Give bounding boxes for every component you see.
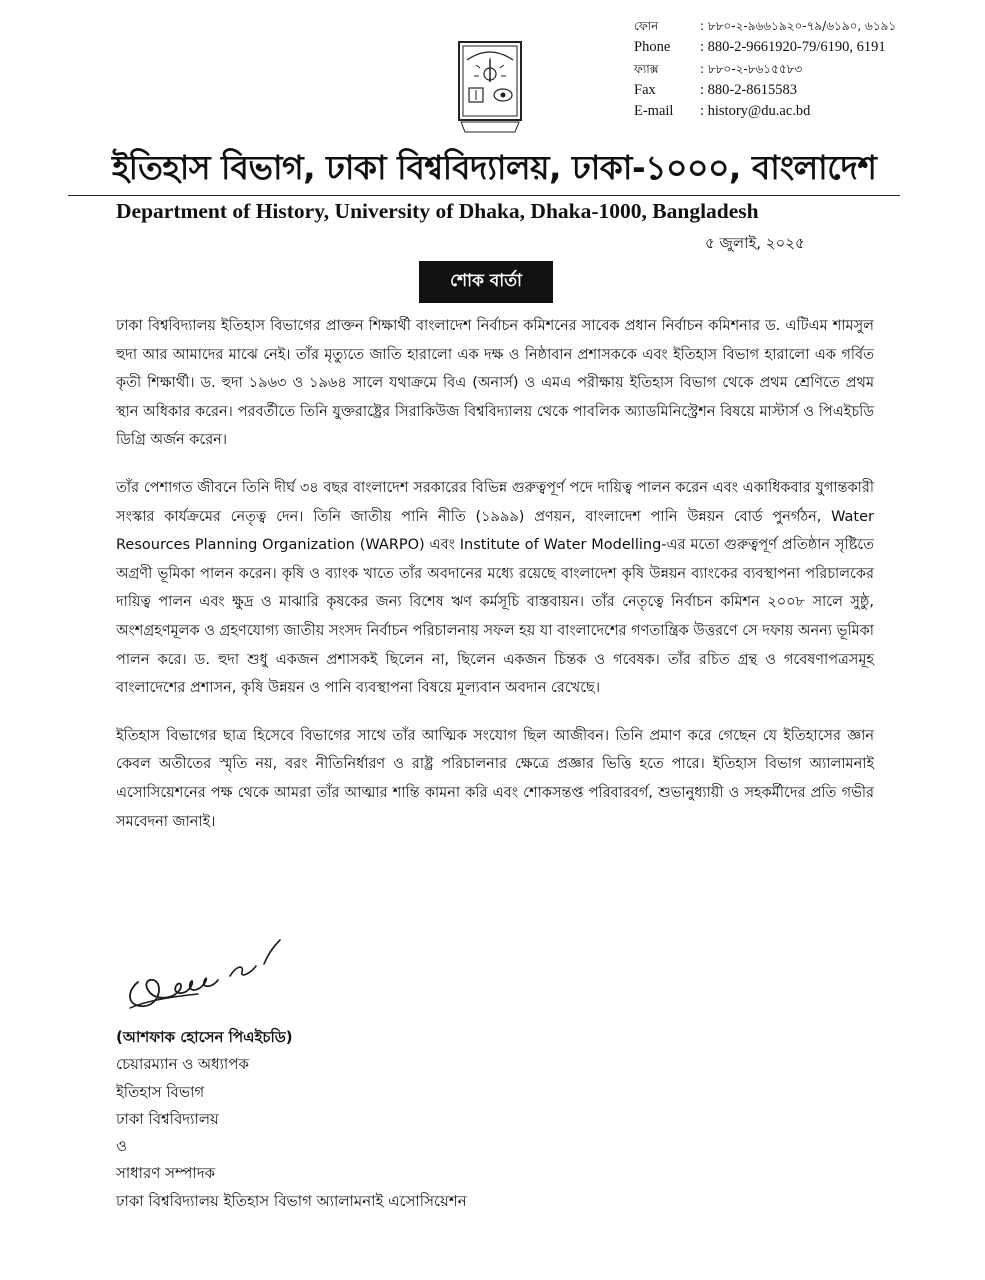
signatory-association: ঢাকা বিশ্ববিদ্যালয় ইতিহাস বিভাগ অ্যালামনাই এসোসিয়েশন (116, 1191, 467, 1210)
signatory-name: (আশফাক হোসেন পিএইচডি) (116, 1028, 293, 1046)
fax-en-value: : 880-2-8615583 (700, 81, 798, 98)
fax-en-label: Fax (634, 81, 656, 98)
contact-phone-bn (634, 16, 896, 37)
signatory-university: ঢাকা বিশ্ববিদ্যালয় (116, 1109, 219, 1128)
contact-email (634, 101, 896, 122)
signatory-conjunction: ও (116, 1137, 128, 1156)
fax-bn-label: ফ্যাক্স (634, 61, 659, 76)
header-divider (68, 195, 900, 196)
email-label: E-mail (634, 103, 674, 120)
phone-en-label: Phone (634, 39, 671, 56)
university-seal-icon (455, 38, 525, 136)
body-paragraph-3: ইতিহাস বিভাগের ছাত্র হিসেবে বিভাগের সাথে তাঁর আত্মিক সংযোগ ছিল আজীবন। তিনি প্রমাণ করে গেছেন যে ইতিহাসের জ্ঞান কেবল অতীতের স্মৃতি নয়, বরং নীতিনির্ধারণ ও রাষ্ট্র পরিচালনার ক্ষেত্রে প্রজ্ঞার ভিত্তি হতে পারে। ইতিহাস বিভাগ অ্যালামনাই এসোসিয়েশনের পক্ষ থেকে আমরা তাঁর আত্মার শান্তি কামনা করি এবং শোকসন্তপ্ত পরিবারবর্গ, শুভানুধ্যায়ী ও সহকর্মীদের প্রতি গভীর সমবেদনা জানাই। (116, 727, 874, 830)
signatory-block (116, 1024, 467, 1215)
condolence-heading (419, 261, 553, 303)
department-title-bangla: ইতিহাস বিভাগ, ঢাকা বিশ্ববিদ্যালয়, ঢাকা-১০০০, বাংলাদেশ (112, 148, 877, 187)
handwritten-signature (118, 930, 298, 1022)
phone-bn-label: ফোন (634, 19, 659, 33)
contact-fax-en (634, 80, 896, 101)
department-title-english: Department of History, University of Dhaka, Dhaka-1000, Bangladesh (116, 199, 759, 223)
fax-bn-value: : ৮৮০-২-৮৬১৫৫৮৩ (700, 61, 803, 76)
letter-body (116, 312, 874, 855)
phone-en-value: : 880-2-9661920-79/6190, 6191 (700, 39, 886, 56)
phone-bn-value: : ৮৮০-২-৯৬৬১৯২০-৭৯/৬১৯০, ৬১৯১ (700, 19, 897, 33)
contact-fax-bn (634, 59, 896, 80)
email-value[interactable]: : history@du.ac.bd (700, 103, 811, 120)
condolence-heading-text: শোক বার্তা (450, 271, 522, 291)
signatory-role2: সাধারণ সম্পাদক (116, 1164, 216, 1183)
contact-block (634, 16, 896, 122)
contact-phone-en (634, 37, 896, 58)
body-paragraph-2: তাঁর পেশাগত জীবনে তিনি দীর্ঘ ৩৪ বছর বাংলাদেশ সরকারের বিভিন্ন গুরুত্বপূর্ণ পদে দায়িত্ব পালন করেন এবং একাধিকবার যুগান্তকারী সংস্কার কার্যক্রমের নেতৃত্ব দেন। তিনি জাতীয় পানি নীতি (১৯৯৯) প্রণয়ন, বাংলাদেশ পানি উন্নয়ন বোর্ড পুনর্গঠন, Water Resources Planning Organization (WARPO) এবং Institute of Water Modelling-এর মতো গুরুত্বপূর্ণ প্রতিষ্ঠান সৃষ্টিতে অগ্রণী ভূমিকা পালন করেন। কৃষি ও ব্যাংক খাতে তাঁর অবদানের মধ্যে রয়েছে বাংলাদেশ কৃষি উন্নয়ন ব্যাংকের ব্যবস্থাপনা পরিচালকের দায়িত্ব পালন এবং ক্ষুদ্র ও মাঝারি কৃষকের জন্য বিশেষ ঋণ কর্মসূচি বাস্তবায়ন। তাঁর নেতৃত্বে নির্বাচন কমিশন ২০০৮ সালে সুষ্ঠু, অংশগ্রহণমূলক ও গ্রহণযোগ্য জাতীয় সংসদ নির্বাচন পরিচালনায় সফল হয় যা বাংলাদেশের গণতান্ত্রিক উত্তরণে সে দফায় অনন্য ভূমিকা পালন করে। ড. হুদা শুধু একজন প্রশাসকই ছিলেন না, ছিলেন একজন চিন্তক ও গবেষক। তাঁর রচিত গ্রন্থ ও গবেষণাপত্রসমূহ বাংলাদেশের প্রশাসন, কৃষি উন্নয়ন ও পানি ব্যবস্থাপনা বিষয়ে মূল্যবান অবদান রেখেছে। (116, 479, 874, 697)
letter-date: ৫ জুলাই, ২০২৫ (705, 234, 805, 252)
signatory-department: ইতিহাস বিভাগ (116, 1082, 205, 1101)
body-paragraph-1: ঢাকা বিশ্ববিদ্যালয় ইতিহাস বিভাগের প্রাক্তন শিক্ষার্থী বাংলাদেশ নির্বাচন কমিশনের সাবেক প্রধান নির্বাচন কমিশনার ড. এটিএম শামসুল হুদা আর আমাদের মাঝে নেই। তাঁর মৃত্যুতে জাতি হারালো এক দক্ষ ও নিষ্ঠাবান প্রশাসককে এবং ইতিহাস বিভাগ হারালো এক গর্বিত কৃতী শিক্ষার্থী। ড. হুদা ১৯৬৩ ও ১৯৬৪ সালে যথাক্রমে বিএ (অনার্স) ও এমএ পরীক্ষায় ইতিহাস বিভাগ থেকে প্রথম শ্রেণিতে প্রথম স্থান অধিকার করেন। পরবর্তীতে তিনি যুক্তরাষ্ট্রের সিরাকিউজ বিশ্ববিদ্যালয় থেকে পাবলিক অ্যাডমিনিস্ট্রেশন বিষয়ে মাস্টার্স ও পিএইচডি ডিগ্রি অর্জন করেন। (116, 318, 874, 449)
signatory-title: চেয়ারম্যান ও অধ্যাপক (116, 1055, 249, 1074)
